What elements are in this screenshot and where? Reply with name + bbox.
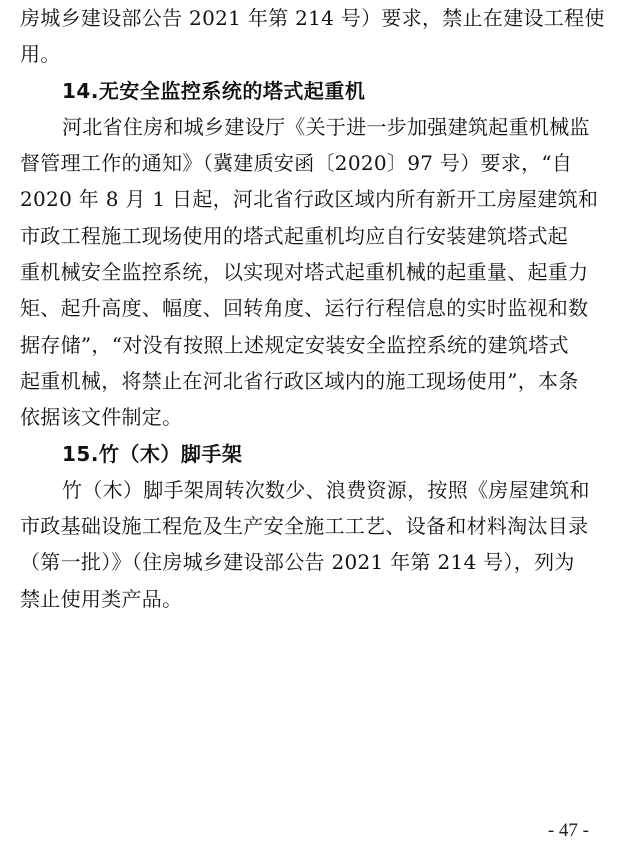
body-line: 市政工程施工现场使用的塔式起重机均应自行安装建筑塔式起 bbox=[20, 223, 569, 248]
body-line: （第一批）》（住房城乡建设部公告 2021 年第 214 号），列为 bbox=[20, 550, 575, 575]
section-heading: 15.竹（木）脚手架 bbox=[62, 441, 243, 466]
page-number: - 47 - bbox=[547, 820, 589, 841]
body-line: 矩、起升高度、幅度、回转角度、运行行程信息的实时监视和数 bbox=[20, 296, 589, 321]
body-line: 据存储”，“对没有按照上述规定安装安全监控系统的建筑塔式 bbox=[20, 332, 569, 357]
body-line: 用。 bbox=[20, 42, 61, 67]
body-line: 房城乡建设部公告 2021 年第 214 号）要求，禁止在建设工程使 bbox=[20, 6, 605, 30]
body-line: 2020 年 8 月 1 日起，河北省行政区域内所有新开工房屋建筑和 bbox=[20, 187, 599, 212]
body-line: 起重机械，将禁止在河北省行政区域内的施工现场使用”，本条 bbox=[20, 368, 579, 393]
document-page bbox=[20, 0, 605, 617]
body-line: 禁止使用类产品。 bbox=[20, 586, 183, 611]
body-line: 依据该文件制定。 bbox=[20, 405, 183, 430]
paragraph-first-line: 竹（木）脚手架周转次数少、浪费资源，按照《房屋建筑和 bbox=[62, 477, 590, 502]
section-heading: 14.无安全监控系统的塔式起重机 bbox=[62, 78, 366, 103]
paragraph-first-line: 河北省住房和城乡建设厅《关于进一步加强建筑起重机械监 bbox=[62, 114, 590, 139]
body-line: 督管理工作的通知》（冀建质安函〔2020〕97 号）要求，“自 bbox=[20, 151, 573, 176]
body-line: 市政基础设施工程危及生产安全施工工艺、设备和材料淘汰目录 bbox=[20, 514, 589, 539]
body-line: 重机械安全监控系统，以实现对塔式起重机械的起重量、起重力 bbox=[20, 260, 589, 285]
